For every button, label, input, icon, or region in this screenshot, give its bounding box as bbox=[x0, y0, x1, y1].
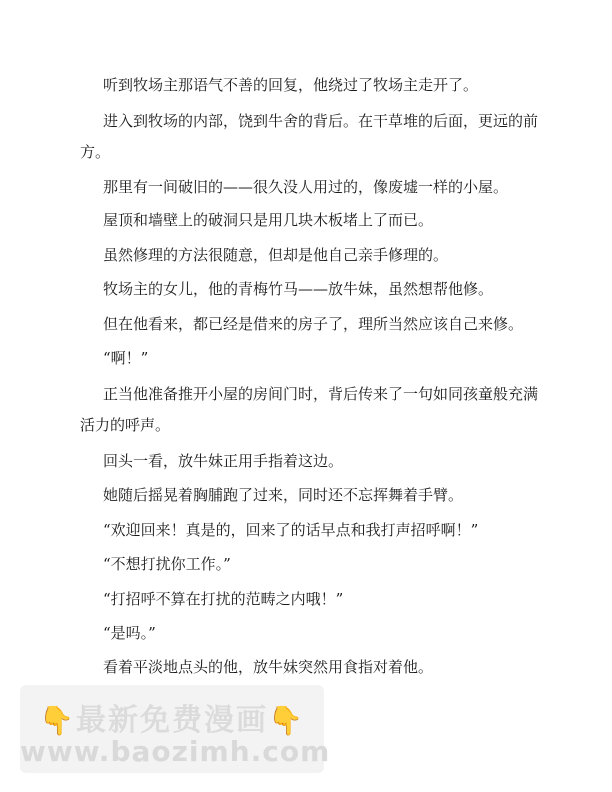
paragraph-9-line-1: 正当他准备推开小屋的房间门时，背后传来了一句如同孩童般充满 bbox=[103, 385, 539, 403]
paragraph-4: 屋顶和墙壁上的破洞只是用几块木板堵上了而已。 bbox=[103, 211, 434, 229]
pointing-down-icon: 👇 bbox=[268, 704, 305, 737]
paragraph-10: 回头一看，放牛妹正用手指着这边。 bbox=[103, 452, 344, 470]
watermark-title-line bbox=[20, 695, 324, 739]
paragraph-13: “不想打扰你工作。” bbox=[103, 555, 231, 573]
paragraph-16: 看着平淡地点头的他，放牛妹突然用食指对着他。 bbox=[103, 658, 434, 676]
paragraph-6: 牧场主的女儿，他的青梅竹马——放牛妹，虽然想帮他修。 bbox=[103, 280, 494, 298]
watermark-url[interactable]: www.baozimh.com bbox=[20, 735, 331, 768]
paragraph-1: 听到牧场主那语气不善的回复，他绕过了牧场主走开了。 bbox=[103, 76, 479, 94]
paragraph-15: “是吗。” bbox=[103, 624, 156, 642]
paragraph-9-line-2: 活力的呼声。 bbox=[80, 416, 171, 434]
paragraph-14: “打招呼不算在打扰的范畴之内哦！” bbox=[103, 590, 344, 608]
watermark-title: 最新免费漫画 bbox=[76, 703, 268, 738]
paragraph-3: 那里有一间破旧的——很久没人用过的，像废墟一样的小屋。 bbox=[103, 178, 509, 196]
paragraph-2-line-1: 进入到牧场的内部，饶到牛舍的背后。在干草堆的后面，更远的前 bbox=[103, 112, 539, 130]
paragraph-9 bbox=[80, 379, 573, 441]
paragraph-2-line-2: 方。 bbox=[80, 143, 111, 161]
paragraph-8: “啊！” bbox=[103, 349, 149, 367]
pointing-down-icon: 👇 bbox=[39, 704, 76, 737]
paragraph-5: 虽然修理的方法很随意，但却是他自己亲手修理的。 bbox=[103, 246, 449, 264]
watermark-banner[interactable] bbox=[20, 685, 331, 773]
paragraph-12: “欢迎回来！真是的，回来了的话早点和我打声招呼啊！” bbox=[103, 521, 479, 539]
paragraph-7: 但在他看来，都已经是借来的房子了，理所当然应该自己来修。 bbox=[103, 315, 524, 333]
paragraph-11: 她随后摇晃着胸脯跑了过来，同时还不忘挥舞着手臂。 bbox=[103, 486, 464, 504]
paragraph-2 bbox=[80, 106, 573, 168]
